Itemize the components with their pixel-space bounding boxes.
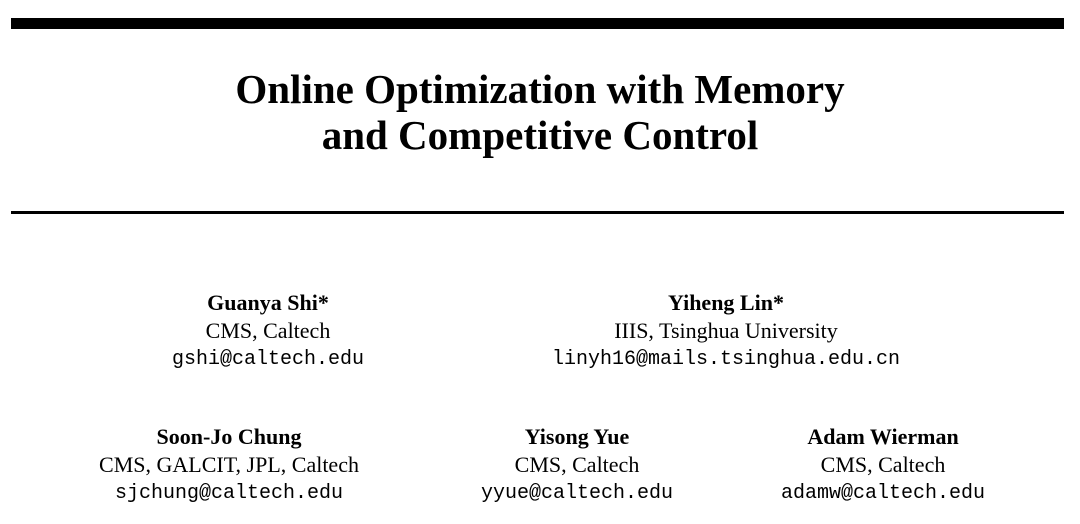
title-line-2: and Competitive Control — [321, 112, 759, 158]
title-line-1: Online Optimization with Memory — [235, 66, 845, 112]
top-rule — [11, 18, 1064, 29]
author-email: gshi@caltech.edu — [171, 348, 365, 371]
title-bottom-rule — [11, 211, 1064, 214]
author-affiliation: CMS, Caltech — [205, 318, 331, 343]
author-name: Yiheng Lin* — [668, 290, 784, 315]
author-email: sjchung@caltech.edu — [114, 482, 344, 505]
author-name: Guanya Shi* — [207, 290, 329, 315]
author-affiliation: CMS, GALCIT, JPL, Caltech — [99, 452, 359, 477]
author-name: Soon-Jo Chung — [156, 424, 302, 449]
author-email: linyh16@mails.tsinghua.edu.cn — [551, 348, 901, 371]
author-affiliation: IIIS, Tsinghua University — [614, 318, 838, 343]
author-block-shi — [172, 288, 364, 374]
author-affiliation: CMS, Caltech — [820, 452, 946, 477]
author-block-chung — [99, 422, 359, 508]
paper-title — [0, 66, 1080, 158]
author-email: yyue@caltech.edu — [480, 482, 674, 505]
author-name: Yisong Yue — [524, 424, 630, 449]
author-affiliation: CMS, Caltech — [514, 452, 640, 477]
author-block-yue — [481, 422, 673, 508]
author-block-wierman — [781, 422, 985, 508]
author-email: adamw@caltech.edu — [780, 482, 986, 505]
author-name: Adam Wierman — [807, 424, 959, 449]
author-block-lin — [552, 288, 900, 374]
